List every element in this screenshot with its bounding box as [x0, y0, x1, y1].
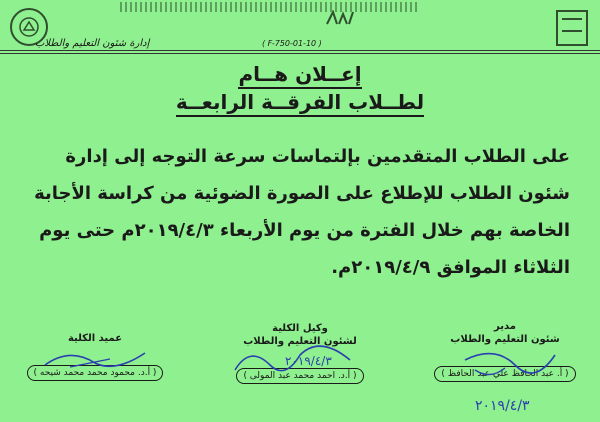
- signer-role: وكيل الكلية: [272, 323, 328, 334]
- signer-department: شئون التعليم والطلاب: [450, 334, 560, 345]
- signer-role: مدير: [494, 321, 516, 332]
- body-line: شئون الطلاب للإطلاع على الصورة الضوئية من كراسة الأجابة: [34, 183, 570, 204]
- letterhead-ornament: [120, 2, 420, 12]
- faculty-logo: [556, 10, 588, 46]
- handwritten-signature-vice-dean: [230, 340, 370, 385]
- signer-role: عميد الكلية: [67, 333, 123, 344]
- body-line: الثلاثاء الموافق ٢٠١٩/٤/٩م.: [331, 257, 570, 278]
- logo-emblem-icon: [18, 16, 40, 38]
- body-line: الخاصة بهم خلال الفترة من يوم الأربعاء ٢٠١٩/٤/٣م حتى يوم: [39, 220, 570, 241]
- department-name: إدارة شئون التعليم والطلاب: [35, 38, 150, 49]
- body-line: على الطلاب المتقدمين بإلتماسات سرعة التوجه إلى إدارة: [65, 146, 570, 167]
- announcement-body: [30, 138, 570, 286]
- handwritten-date: ٢٠١٩/٤/٣: [475, 398, 530, 414]
- header-rule: [0, 50, 600, 51]
- handwritten-signature-director: [455, 340, 565, 415]
- header-rule-secondary: [0, 53, 600, 54]
- center-emblem-icon: [325, 10, 355, 26]
- letterhead: [0, 0, 600, 58]
- announcement-subtitle: لطــلاب الفرقــة الرابعــة: [150, 90, 450, 114]
- announcement-title: إعــلان هــام: [200, 62, 400, 86]
- signer-name: ( أ.د. محمود محمد محمد شيحه ): [27, 365, 164, 381]
- signer-department: لشئون التعليم والطلاب: [243, 336, 357, 347]
- center-emblem: [325, 10, 355, 30]
- signer-name: ( أ. عبد الحافظ علي عبد الحافظ ): [434, 366, 575, 382]
- handwritten-date: ٢٠١٩/٤/٣: [285, 354, 332, 368]
- form-code: ( F-750-01-10 ): [262, 39, 322, 48]
- signer-name: ( أ.د. احمد محمد عبد المولى ): [236, 368, 363, 384]
- handwritten-signature-dean: [40, 345, 150, 375]
